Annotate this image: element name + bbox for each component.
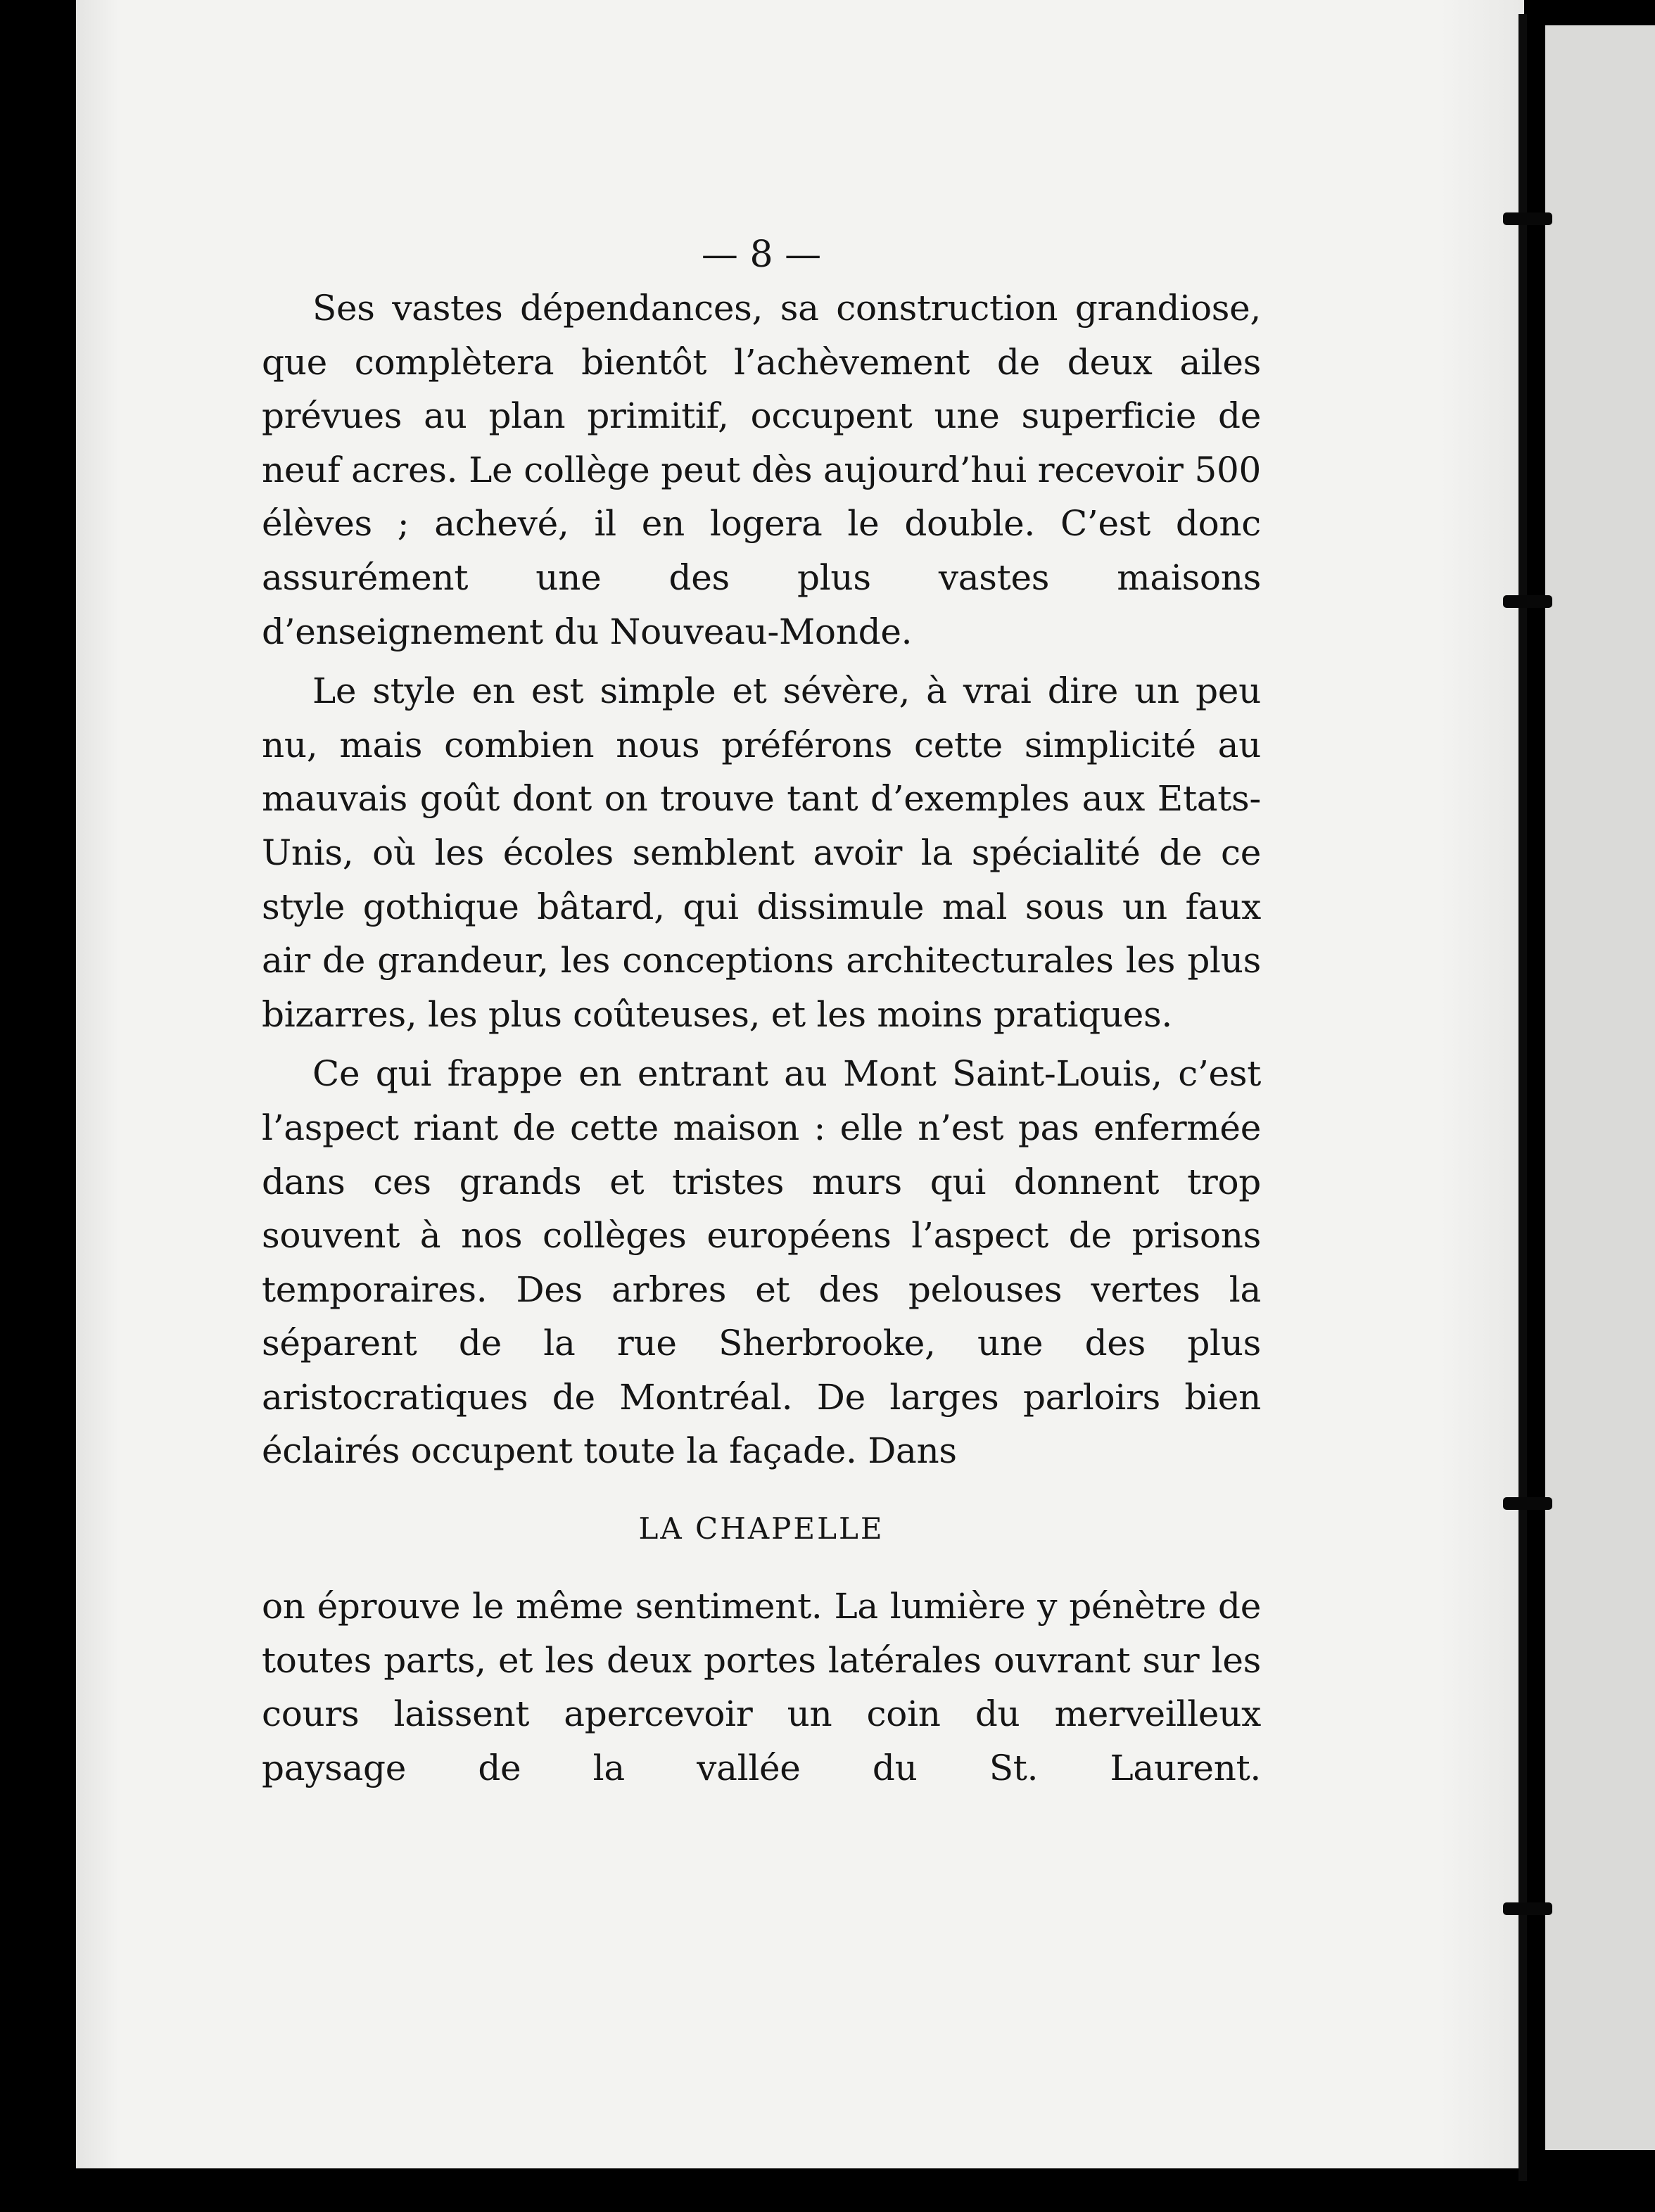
paragraph: Ce qui frappe en entrant au Mont Saint-Louis, c’est l’aspect riant de cette maison : elle n’est pas enfermée dans ces grands et tristes murs qui donnent trop souvent à nos collèges européens l’aspect de prisons temporaires. Des arbres et des pelouses vertes la séparent de la rue Sherbrooke, une des plus aristocratiques de Montréal. De larges parloirs bien éclairés occupent toute la façade. Dans [262, 1053, 1261, 1472]
binding-stitch [1503, 1902, 1552, 1915]
binding-thread [1518, 14, 1527, 2181]
paragraph: Ses vastes dépendances, sa construction grandiose, que complètera bientôt l’achèvement de deux ailes prévues au plan primitif, occupent une superficie de neuf acres. Le collège peut dès aujourd’hui recevoir 500 élèves ; achevé, il en logera le double. C’est donc assurément une des plus vastes maisons d’enseignement du Nouveau-Monde. [262, 288, 1261, 652]
binding-stitch [1503, 595, 1552, 608]
illustration-caption: LA CHAPELLE [638, 1511, 884, 1546]
page-number: — 8 — [701, 234, 822, 276]
continuation-paragraph: on éprouve le même sentiment. La lumière y pénètre de toutes parts, et les deux portes latérales ouvrant sur les cours laissent apercevoir un coin du merveilleux paysage de la vallée du St. Laurent. [262, 1586, 1261, 1788]
binding-stitch [1503, 1497, 1552, 1510]
paragraph: Le style en est simple et sévère, à vrai dire un peu nu, mais combien nous préférons cette simplicité au mauvais goût dont on trouve tant d’exemples aux Etats-Unis, où les écoles semblent avoir la spécialité de ce style gothique bâtard, qui dissimule mal sous un faux air de grandeur, les conceptions architecturales les plus bizarres, les plus coûteuses, et les moins pratiques. [262, 670, 1261, 1035]
page-text [262, 234, 1261, 1800]
binding-stitch [1503, 212, 1552, 225]
adjacent-page-edge [1545, 25, 1655, 2150]
